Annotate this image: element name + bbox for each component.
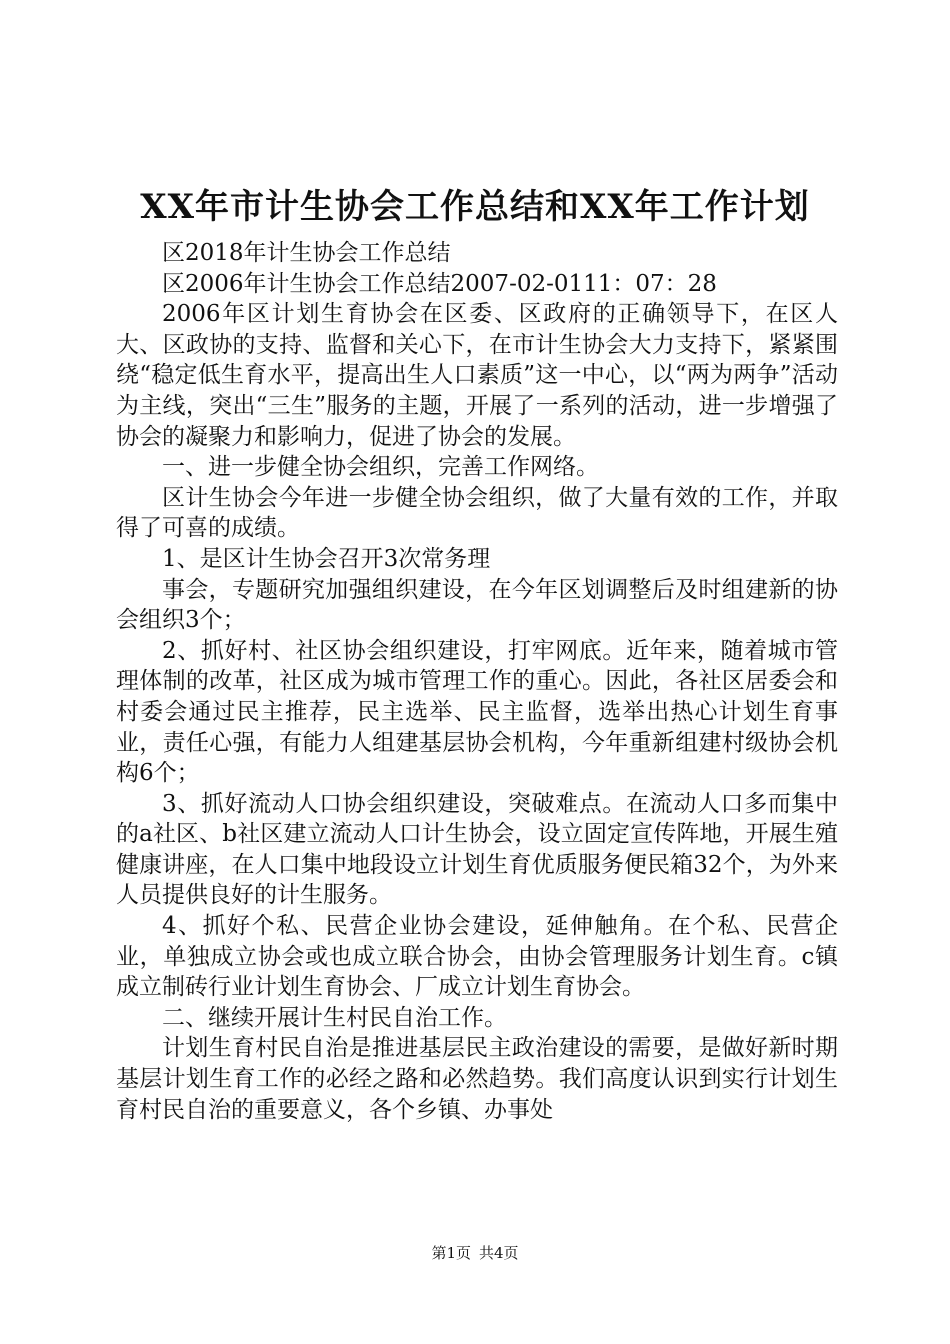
paragraph: 2、抓好村、社区协会组织建设，打牢网底。近年来，随着城市管理体制的改革，社区成为城市管理工作的重心。因此，各社区居委会和村委会通过民主推荐，民主选举、民主监督，选举出热心计划生育事业，责任心强，有能力人组建基层协会机构，今年重新组建村级协会机构6个； xyxy=(116,637,838,787)
page-total: 共4页 xyxy=(479,1244,519,1262)
document-body xyxy=(116,238,838,1125)
paragraph: 4、抓好个私、民营企业协会建设，延伸触角。在个私、民营企业，单独成立协会或也成立联合协会，由协会管理服务计划生育。c镇成立制砖行业计划生育协会、厂成立计划生育协会。 xyxy=(116,913,838,1001)
page-number: 第1页 xyxy=(431,1244,471,1262)
paragraph: 计划生育村民自治是推进基层民主政治建设的需要，是做好新时期基层计划生育工作的必经之路和必然趋势。我们高度认识到实行计划生育村民自治的重要意义，各个乡镇、办事处 xyxy=(116,1035,838,1123)
document-title: XX年市计生协会工作总结和XX年工作计划 xyxy=(140,187,810,227)
paragraph: 事会，专题研究加强组织建设，在今年区划调整后及时组建新的协会组织3个； xyxy=(116,576,838,634)
paragraph: 2006年区计划生育协会在区委、区政府的正确领导下，在区人大、区政协的支持、监督和关心下，在市计生协会大力支持下，紧紧围绕“稳定低生育水平，提高出生人口素质”这一中心，以“两为两争”活动为主线，突出“三生”服务的主题，开展了一系列的活动，进一步增强了协会的凝聚力和影响力，促进了协会的发展。 xyxy=(116,301,838,450)
paragraph: 区2006年计生协会工作总结2007-02-0111：07：28 xyxy=(162,270,717,297)
paragraph: 1、是区计生协会召开3次常务理 xyxy=(162,545,491,572)
paragraph: 区计生协会今年进一步健全协会组织，做了大量有效的工作，并取得了可喜的成绩。 xyxy=(116,484,838,542)
paragraph: 区2018年计生协会工作总结 xyxy=(162,240,451,266)
section-heading: 二、继续开展计生村民自治工作。 xyxy=(162,1004,507,1031)
section-heading: 一、进一步健全协会组织，完善工作网络。 xyxy=(162,454,599,481)
page-footer xyxy=(0,1243,950,1263)
paragraph: 3、抓好流动人口协会组织建设，突破难点。在流动人口多而集中的a社区、b社区建立流动人口计生协会，设立固定宣传阵地，开展生殖健康讲座，在人口集中地段设立计划生育优质服务便民箱32个，为外来人员提供良好的计生服务。 xyxy=(116,790,838,909)
